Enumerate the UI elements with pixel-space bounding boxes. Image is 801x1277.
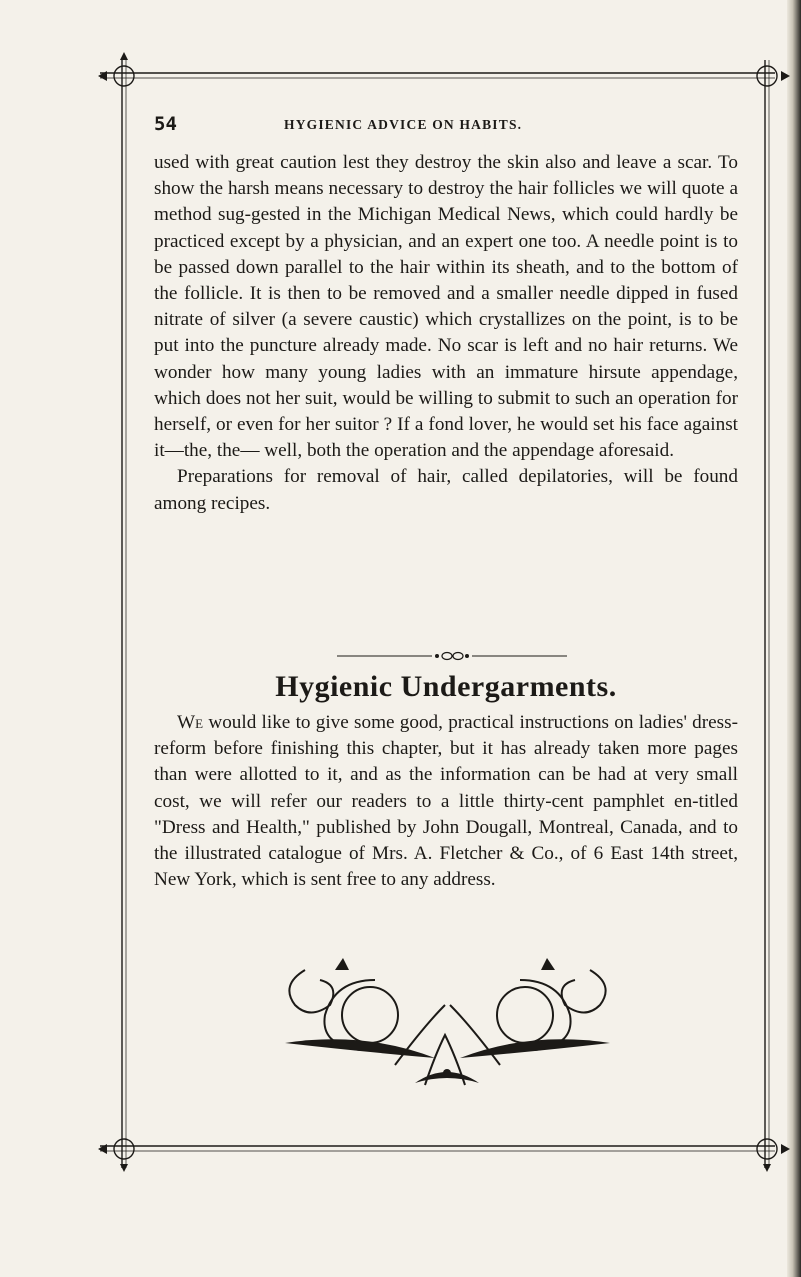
section-paragraph bbox=[154, 710, 738, 893]
paragraph-hair-removal: used with great caution lest they destroy the skin also and leave a scar. To show the harsh means necessary to destroy the hair follicles we will quote a method sug-gested in the Michigan Medical News, which could hardly be practiced except by a physician, and an expert one too. A needle point is to be passed down parallel to the hair within its sheath, and to the bottom of the follicle. It is then to be removed and a smaller needle dipped in fused nitrate of silver (a severe caustic) which crystallizes on the point, is to be put into the puncture already made. No scar is left and no hair returns. We wonder how many young ladies with an immature hirsute appendage, which does not her suit, would be willing to submit to such an operation for herself, or even for her suitor ? If a fond lover, he would set his face against it—the, the— well, both the operation and the appendage aforesaid. bbox=[154, 152, 738, 462]
section-divider bbox=[337, 650, 567, 662]
section-body: would like to give some good, practical instructions on ladies' dress-reform before finishing this chapter, but it has already taken more pages than were allotted to it, and as the information can be had at very small cost, we will refer our readers to a little thirty-cent pamphlet en-titled "Dress and Health," published by John Dougall, Montreal, Canada, and to the illustrated catalogue of Mrs. A. Fletcher & Co., of 6 East 14th street, New York, which is sent free to any address. bbox=[154, 712, 738, 891]
running-head: HYGIENIC ADVICE ON HABITS. bbox=[284, 117, 523, 132]
page-number: 54 bbox=[154, 113, 177, 135]
section-lead-word: We bbox=[177, 712, 204, 733]
paragraph-depilatories: Preparations for removal of hair, called depilatories, will be found among recipes. bbox=[154, 466, 738, 514]
floral-ornament bbox=[275, 955, 620, 1100]
page-header bbox=[154, 113, 734, 143]
section-heading: Hygienic Undergarments. bbox=[275, 670, 617, 703]
body-text bbox=[154, 150, 738, 517]
